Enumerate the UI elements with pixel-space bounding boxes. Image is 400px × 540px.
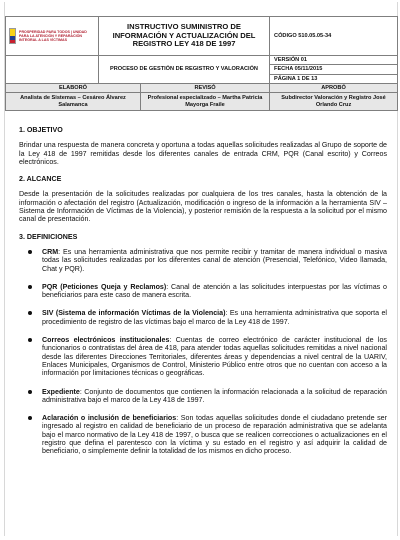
definition-term: PQR (Peticiones Queja y Reclamos) (42, 282, 167, 291)
logo-spacer (6, 56, 99, 84)
section-text-alcance: Desde la presentación de la solicitudes realizadas por cualquiera de los tres canales, hasta la obtención de la información o afectación del registro (Actualización, modificación o ingreso de la información a la herramienta SIV – Sistema de Información de Víctimas de la Violencia), y posterior remisión de la respuesta a la solicitud por el mismo canal de presentación. (19, 190, 387, 224)
definition-text: : Cuentas de correo electrónico de carácter institucional de los funcionarios o contratistas del área de 418, para atender todas aquellas solicitudes remitidas a nivel nacional desde las diferentes Direcciones Territoriales, diferentes áreas y dependencias a nivel central de la UARIV, Enlaces Municipales, Organismos de Control, Ministerio Público entre otros que no cuentan con acceso a la información por limitaciones técnicas o geográficas. (42, 336, 387, 378)
definition-term: Expediente (42, 387, 80, 396)
definition-item (28, 388, 387, 405)
definition-item (28, 309, 387, 326)
elaboro-signer: Analista de Sistemas – Cesáreo Álvarez Salamanca (6, 93, 141, 111)
document-date: FECHA 05/11/2015 (270, 65, 398, 74)
document-version: VERSIÓN 01 (270, 56, 398, 65)
aprobo-signer: Subdirector Valoración y Registro José Orlando Cruz (270, 93, 398, 111)
section-heading-definiciones: 3. DEFINICIONES (19, 232, 78, 241)
definition-term: Aclaración o inclusión de beneficiarios (42, 414, 177, 423)
section-heading-alcance: 2. ALCANCE (19, 175, 62, 184)
elaboro-label: ELABORÓ (6, 84, 141, 93)
definition-term: Correos electrónicos institucionales (42, 336, 170, 345)
logo-cell (6, 17, 99, 56)
definitions-list (19, 248, 387, 456)
document-page (4, 2, 398, 536)
bullet-icon (28, 311, 32, 315)
definition-text: : Es una herramienta administrativa que nos permite recibir y tramitar de manera individual o masiva todas las solicitudes realizadas por los diferentes canal de atención (Presencial, Telefónico, Video llamada, Chat y PQR). (42, 247, 387, 273)
bullet-icon (28, 416, 32, 420)
reviso-signer: Profesional especializado – Martha Patricia Mayorga Fraile (141, 93, 270, 111)
document-header-table (5, 16, 398, 111)
bullet-icon (28, 285, 32, 289)
institution-logo (9, 28, 95, 44)
section-heading-objetivo: 1. OBJETIVO (19, 126, 63, 134)
page-number: PÁGINA 1 DE 13 (270, 74, 398, 83)
document-code: CÓDIGO 510.05.05-34 (270, 17, 398, 56)
reviso-label: REVISÓ (141, 84, 270, 93)
colombia-flag-icon (9, 28, 16, 44)
section-text-objetivo: Brindar una respuesta de manera concreta y oportuna a todas aquellas solicitudes realizadas al Grupo de soporte de la Ley 418 de 1997 remitidas desde los diferentes canales de entrada CRM, PQR (Canal escrito) y Correos electrónicos. (19, 141, 387, 166)
document-body (19, 126, 387, 466)
definition-item (28, 283, 387, 300)
definition-term: SIV (Sistema de información Víctimas de la Violencia) (42, 309, 226, 318)
definition-text: : Es una herramienta administrativa que soporta el procedimiento de registro de las víctimas bajo el marco de la Ley 418 de 1997. (42, 309, 387, 326)
definition-text: : Son todas aquellas solicitudes donde el ciudadano pretende ser ingresado al registro en calidad de beneficiario de un proceso de reparación administrativa que se adelanta bajo el marco normativo de la Ley 418 de 1997, o busca que se realicen correcciones o actualizaciones en el registro que defina el parentesco con la víctima y su estado en el registro y así adquirir la calidad de beneficiario, o simplemente definir la totalidad de los mismos en dicho proceso. (42, 414, 387, 456)
definition-item (28, 414, 387, 455)
definition-text: : Conjunto de documentos que contienen la información relacionada a la solicitud de reparación administrativa bajo el marco de la Ley 418 de 1997. (42, 387, 387, 404)
bullet-icon (28, 338, 32, 342)
aprobo-label: APROBÓ (270, 84, 398, 93)
definition-item (28, 336, 387, 377)
definition-text: : Canal de atención a las solicitudes interpuestas por las víctimas o beneficiarios para este caso de manera escrita. (42, 282, 388, 300)
process-name: PROCESO DE GESTIÓN DE REGISTRO Y VALORACIÓN (99, 56, 270, 84)
logo-text: PROSPERIDAD PARA TODOS | UNIDAD PARA LA ATENCIÓN Y REPARACIÓN INTEGRAL A LAS VÍCTIMAS (19, 29, 87, 43)
bullet-icon (28, 250, 32, 254)
definition-item (28, 248, 387, 273)
definition-term: CRM (42, 247, 59, 256)
bullet-icon (28, 390, 32, 394)
document-title: INSTRUCTIVO SUMINISTRO DE INFORMACIÓN Y ACTUALIZACIÓN DEL REGISTRO LEY 418 DE 1997 (99, 17, 270, 56)
